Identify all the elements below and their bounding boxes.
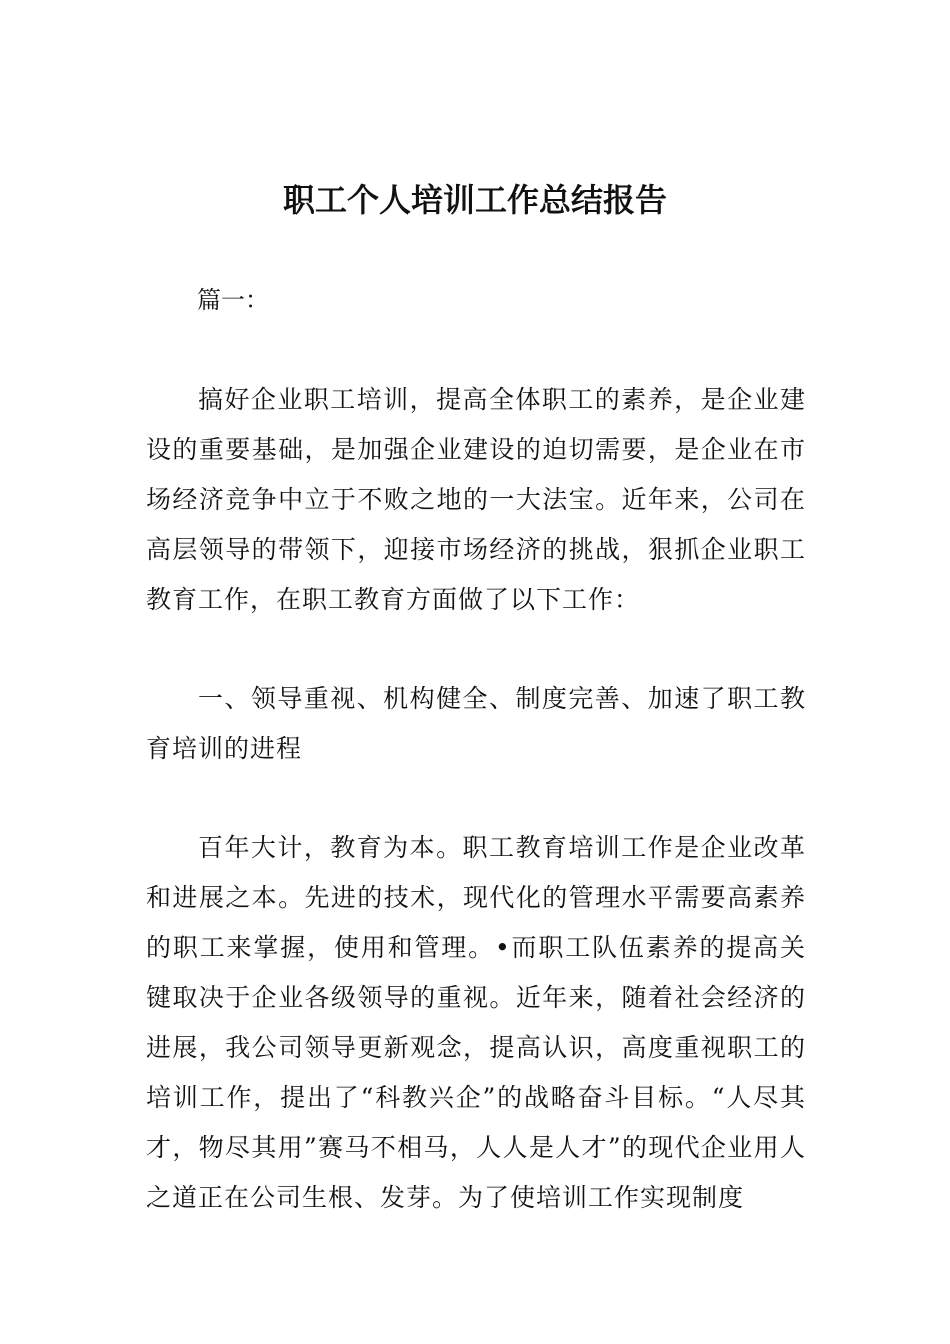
body-paragraph: 百年大计，教育为本。职工教育培训工作是企业改革和进展之本。先进的技术，现代化的管理水平需要高素养的职工来掌握，使用和管理。•而职工队伍素养的提高关键取决于企业各级领导的重视。近年来，随着社会经济的进展，我公司领导更新观念，提高认识，高度重视职工的培训工作，提出了“科教兴企”的战略奋斗目标。“人尽其才，物尽其用”赛马不相马，人人是人才”的现代企业用人之道正在公司生根、发芽。为了使培训工作实现制度 [146,833,806,1212]
document-title: 职工个人培训工作总结报告 [282,181,667,219]
section-label: 篇一： [197,286,269,314]
section-heading: 一、领导重视、机构健全、制度完善、加速了职工教育培训的进程 [146,684,806,763]
body-paragraph: 搞好企业职工培训，提高全体职工的素养，是企业建设的重要基础，是加强企业建设的迫切需要，是企业在市场经济竞争中立于不败之地的一大法宝。近年来，公司在高层领导的带领下，迎接市场经济的挑战，狠抓企业职工教育工作，在职工教育方面做了以下工作： [146,385,806,614]
